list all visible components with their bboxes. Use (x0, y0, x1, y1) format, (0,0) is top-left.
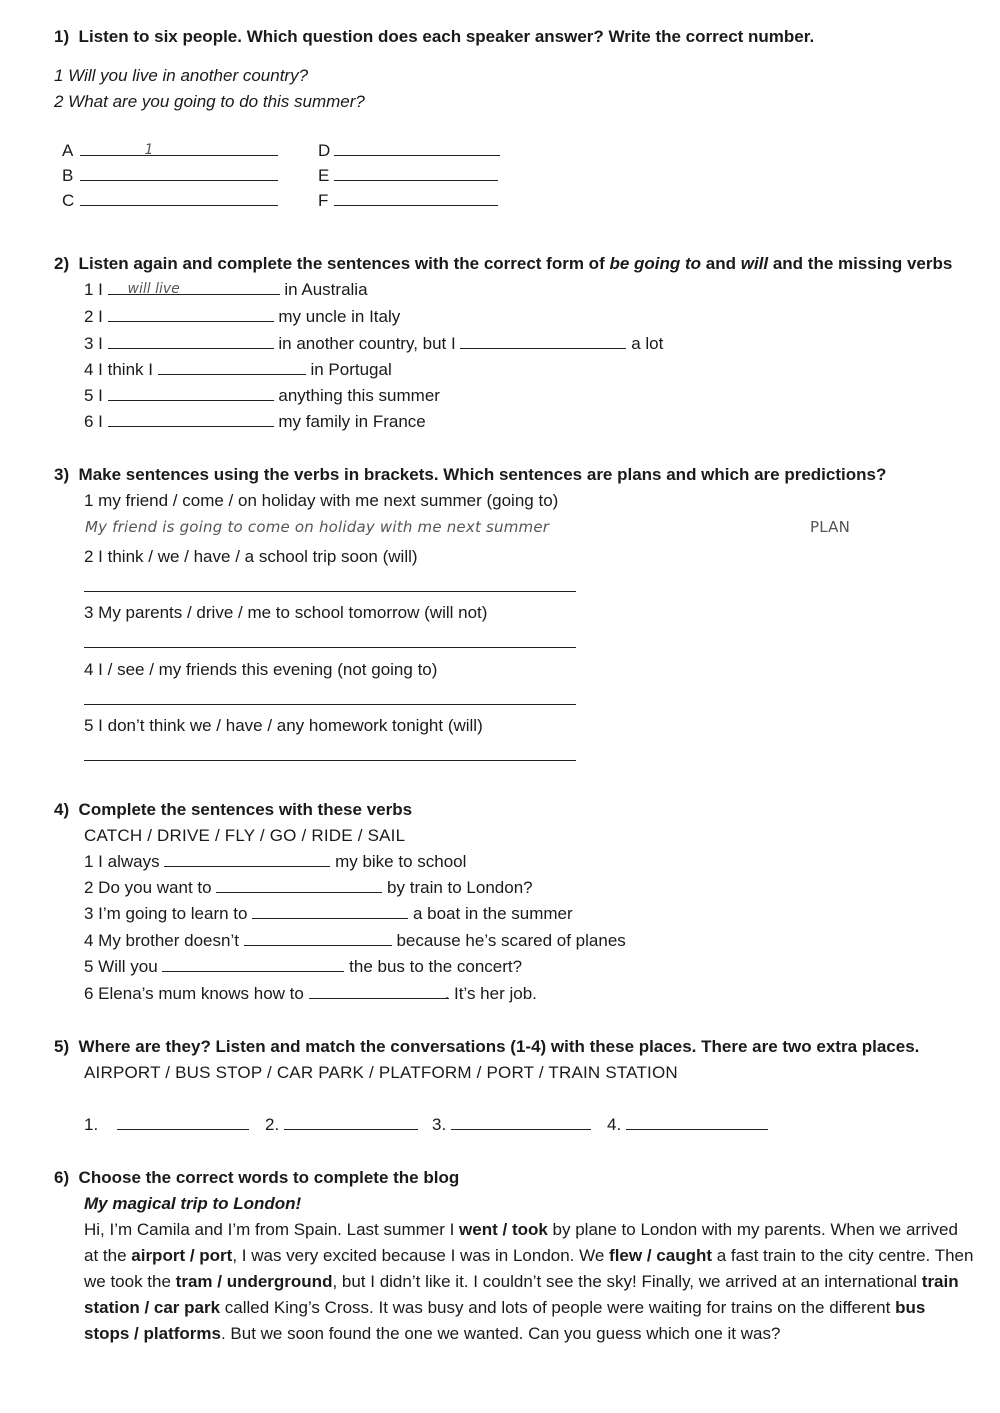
q5-places: AIRPORT / BUS STOP / CAR PARK / PLATFORM / PORT / TRAIN STATION (84, 1063, 678, 1082)
q4-blank-6[interactable] (309, 984, 449, 999)
q5-answer-4: 4. (607, 1115, 768, 1135)
q4-item-3: 3 I’m going to learn to a boat in the summer (84, 904, 573, 923)
q2-item-2: 2 I my uncle in Italy (84, 307, 401, 326)
q3-example-label: PLAN (810, 518, 851, 536)
q1-question-1: 1 Will you live in another country? (54, 66, 309, 85)
q5-answer-1: 1. (84, 1115, 249, 1135)
q2-item-4: 4 I think I in Portugal (84, 360, 392, 379)
q4-blank-5[interactable] (162, 957, 344, 972)
q3-item-5: 5 I don’t think we / have / any homework tonight (will) (84, 716, 483, 735)
q3-example-answer: My friend is going to come on holiday with me next summer (85, 518, 550, 536)
q6-choice-6[interactable]: bus stops / platforms (84, 1298, 926, 1343)
q4-item-5: 5 Will you the bus to the concert? (84, 957, 523, 976)
q5-blank-4[interactable] (626, 1115, 768, 1130)
q2-item-3: 3 I in another country, but I a lot (84, 334, 664, 353)
q1-letter-d: D (318, 141, 331, 160)
q6-choice-1[interactable]: went / took (459, 1220, 548, 1239)
q2-blank-4[interactable] (158, 360, 306, 375)
q1-letter-a: A (62, 141, 74, 160)
q5-heading: 5) Where are they? Listen and match the conversations (1-4) with these places. There are two extra places. (54, 1037, 920, 1056)
q4-item-6: 6 Elena’s mum knows how to . It’s her job. (84, 984, 537, 1003)
q5-answer-3: 3. (432, 1115, 591, 1135)
q4-heading: 4) Complete the sentences with these verbs (54, 800, 413, 819)
q4-item-2: 2 Do you want to by train to London? (84, 878, 533, 897)
q1-answer-b[interactable] (80, 166, 278, 186)
q2-heading: 2) Listen again and complete the sentences with the correct form of be going to and will and the missing verbs (54, 254, 953, 273)
q5-blank-1[interactable] (117, 1115, 249, 1130)
q3-answer-line-5[interactable] (84, 760, 576, 761)
q2-item-6: 6 I my family in France (84, 412, 426, 431)
q2-blank-3a[interactable] (108, 334, 274, 349)
q1-letter-c: C (62, 191, 75, 210)
q1-letter-f: F (318, 191, 329, 210)
q2-item-1: 1 I will live in Australia (84, 280, 368, 299)
q1-answer-d[interactable] (334, 141, 500, 161)
q1-answer-a-fill: 1 (144, 142, 154, 158)
q2-blank-1[interactable]: will live (108, 280, 280, 295)
q1-question-2: 2 What are you going to do this summer? (54, 92, 365, 111)
q2-blank-2[interactable] (108, 307, 274, 322)
q4-item-1: 1 I always my bike to school (84, 852, 467, 871)
q3-item-1: 1 my friend / come / on holiday with me next summer (going to) (84, 491, 559, 510)
q4-blank-4[interactable] (244, 931, 392, 946)
q4-blank-2[interactable] (216, 878, 382, 893)
q1-heading: 1) Listen to six people. Which question does each speaker answer? Write the correct number. (54, 27, 815, 46)
q1-letter-b: B (62, 166, 74, 185)
q5-blank-3[interactable] (451, 1115, 591, 1130)
q3-item-2: 2 I think / we / have / a school trip soon (will) (84, 547, 418, 566)
q6-choice-5[interactable]: train station / car park (84, 1272, 959, 1317)
q6-choice-4[interactable]: tram / underground (175, 1272, 333, 1291)
q6-choice-3[interactable]: flew / caught (609, 1246, 713, 1265)
q2-item-5: 5 I anything this summer (84, 386, 440, 405)
q2-blank-6[interactable] (108, 412, 274, 427)
q4-blank-3[interactable] (252, 904, 408, 919)
q5-blank-2[interactable] (284, 1115, 418, 1130)
q3-heading: 3) Make sentences using the verbs in brackets. Which sentences are plans and which are predictions? (54, 465, 887, 484)
q4-verbs: CATCH / DRIVE / FLY / GO / RIDE / SAIL (84, 826, 406, 845)
q4-blank-1[interactable] (164, 852, 330, 867)
q3-answer-line-3[interactable] (84, 647, 576, 648)
q5-answer-2: 2. (265, 1115, 418, 1135)
q1-letter-e: E (318, 166, 330, 185)
q1-answer-c[interactable] (80, 191, 278, 211)
q3-item-4: 4 I / see / my friends this evening (not going to) (84, 660, 438, 679)
q3-answer-line-4[interactable] (84, 704, 576, 705)
q4-item-4: 4 My brother doesn’t because he’s scared of planes (84, 931, 626, 950)
q2-blank-3b[interactable] (460, 334, 626, 349)
q1-answer-f[interactable] (334, 191, 498, 211)
q2-blank-5[interactable] (108, 386, 274, 401)
q3-item-3: 3 My parents / drive / me to school tomorrow (will not) (84, 603, 488, 622)
q6-blog-title: My magical trip to London! (84, 1194, 302, 1213)
q1-answer-a[interactable] (80, 141, 278, 161)
q6-choice-2[interactable]: airport / port (131, 1246, 233, 1265)
q1-answer-e[interactable] (334, 166, 498, 186)
q6-heading: 6) Choose the correct words to complete the blog (54, 1168, 460, 1187)
q3-answer-line-2[interactable] (84, 591, 576, 592)
q6-blog-text: Hi, I’m Camila and I’m from Spain. Last summer I went / took by plane to London with my parents. When we arrived at the airport / port, I was very excited because I was in London. We flew / caught a fast train to the city centre. Then we took the tram / underground, but I didn’t like it. I couldn’t see the sky! Finally, we arrived at an international train station / car park called King’s Cross. It was busy and lots of people were waiting for trains on the different bus stops / platforms. But we soon found the one we wanted. Can you guess which one it was? (84, 1220, 974, 1343)
